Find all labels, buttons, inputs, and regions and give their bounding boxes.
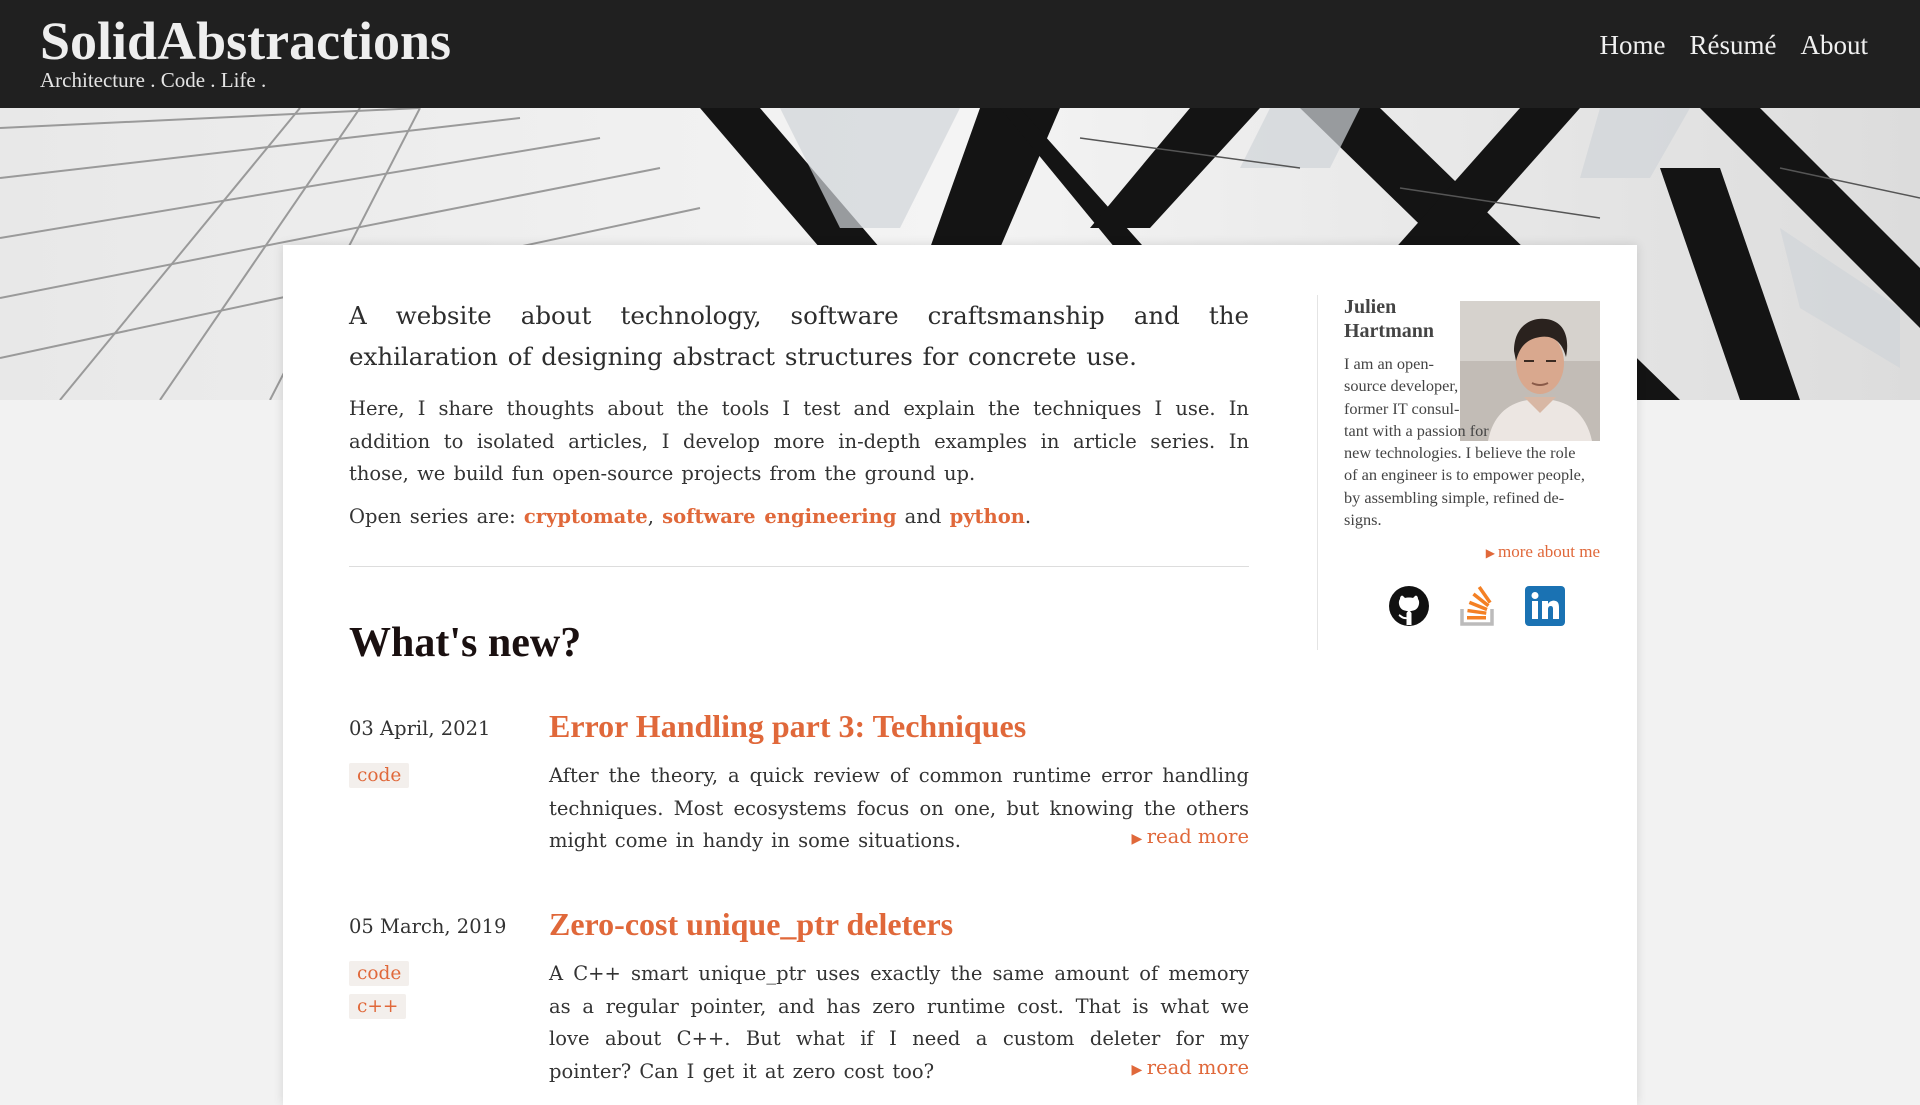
nav-resume[interactable]: Résumé <box>1689 30 1777 60</box>
post-tags <box>349 961 409 1019</box>
bio-line: source developer, <box>1344 376 1459 396</box>
bio-line: by assembling simple, refined de- <box>1344 487 1565 507</box>
caret-right-icon: ▶ <box>1131 1062 1147 1078</box>
bio-line: of an engineer is to empower people, <box>1344 465 1585 485</box>
bio-line: I am an open- <box>1344 354 1434 373</box>
main-content <box>349 295 1249 1083</box>
series-separator: , <box>647 504 663 528</box>
series-link-software-engineering[interactable]: software engineering <box>662 504 897 528</box>
content-card <box>283 245 1637 1105</box>
author-name: Julien Hartmann <box>1344 296 1434 342</box>
series-and: and <box>896 504 950 528</box>
github-icon <box>1388 585 1430 627</box>
site-lead: A website about technology, software craftsmanship and the exhilaration of designing abstract structures for concrete use. <box>349 301 1249 371</box>
top-bar <box>0 0 1920 108</box>
post-date: 05 March, 2019 <box>349 915 507 938</box>
whats-new-heading: What's new? <box>349 620 582 666</box>
more-about-label: more about me <box>1498 542 1600 561</box>
linkedin-link[interactable] <box>1524 585 1566 627</box>
nav-home[interactable]: Home <box>1599 30 1666 60</box>
stackoverflow-link[interactable] <box>1456 585 1498 627</box>
github-link[interactable] <box>1388 585 1430 627</box>
post-title-link[interactable]: Zero-cost unique_ptr deleters <box>549 906 954 942</box>
post-excerpt: A C++ smart unique_ptr uses exactly the same amount of memory as a regular pointer, and has zero runtime cost. That is what we love about C++. But what if I need a custom deleter for my pointer? Can I get it at zero cost too? <box>549 962 1249 1083</box>
site-intro: Here, I share thoughts about the tools I test and explain the techniques I use. In addition to isolated articles, I develop more in-depth examples in article series. In those, we build fun open-source projects from the ground up. <box>349 397 1249 485</box>
open-series <box>349 501 1249 534</box>
post-date: 03 April, 2021 <box>349 717 491 740</box>
read-more-link[interactable] <box>1126 1056 1249 1079</box>
tag-code[interactable]: code <box>349 961 409 986</box>
more-about-me-link[interactable] <box>1486 542 1600 562</box>
site-title[interactable]: SolidAbstractions <box>40 11 452 71</box>
caret-right-icon: ▶ <box>1485 546 1499 560</box>
series-end: . <box>1024 504 1032 528</box>
main-nav <box>1600 30 1868 61</box>
tag-code[interactable]: code <box>349 763 409 788</box>
read-more-label: read more <box>1146 825 1249 848</box>
stackoverflow-icon <box>1456 585 1498 627</box>
read-more-label: read more <box>1146 1056 1249 1079</box>
caret-right-icon: ▶ <box>1131 831 1147 847</box>
bio-line: new technologies. I believe the role <box>1344 443 1576 463</box>
post-title-link[interactable]: Error Handling part 3: Techniques <box>549 708 1027 744</box>
divider <box>349 566 1249 567</box>
tag-cpp[interactable]: c++ <box>349 994 406 1019</box>
read-more-link[interactable] <box>1126 825 1249 848</box>
series-link-python[interactable]: python <box>949 504 1025 528</box>
bio-line: signs. <box>1344 510 1382 530</box>
post-tags <box>349 763 409 788</box>
series-prefix: Open series are: <box>349 504 524 528</box>
nav-about[interactable]: About <box>1800 30 1868 60</box>
post-excerpt: After the theory, a quick review of common runtime error handling techniques. Most ecosystems focus on one, but knowing the others might come in handy in some situations. <box>549 764 1249 852</box>
series-link-cryptomate[interactable]: cryptomate <box>523 504 648 528</box>
author-sidebar <box>1317 295 1608 650</box>
bio-line: tant with a passion for <box>1344 420 1489 440</box>
linkedin-icon <box>1524 585 1566 627</box>
bio-line: former IT consul- <box>1344 398 1460 418</box>
author-bio <box>1344 353 1614 531</box>
social-links <box>1388 585 1566 627</box>
site-tagline: Architecture . Code . Life . <box>40 68 267 92</box>
